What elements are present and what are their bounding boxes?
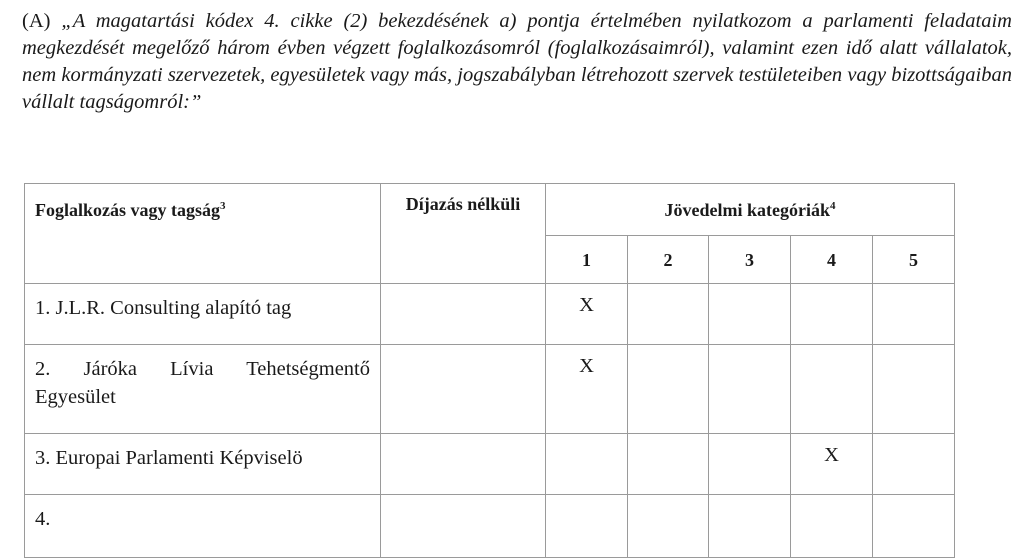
declaration-prefix: (A) [22, 10, 62, 32]
table-row [25, 284, 955, 345]
row-unpaid [381, 345, 546, 434]
row-cat-2 [628, 345, 709, 434]
row-cat-1: X [546, 345, 628, 434]
row-name: 3. Europai Parlamenti Képviselö [25, 434, 381, 495]
category-1: 1 [546, 236, 628, 284]
category-3: 3 [709, 236, 791, 284]
header-occupation-label: Foglalkozás vagy tagság [35, 200, 221, 220]
row-cat-4: X [791, 434, 873, 495]
header-row [25, 184, 955, 236]
row-cat-4 [791, 284, 873, 345]
footnote-3: 3 [220, 200, 226, 212]
row-unpaid [381, 434, 546, 495]
header-occupation [25, 184, 381, 284]
category-4: 4 [791, 236, 873, 284]
table-row [25, 434, 955, 495]
table-row [25, 345, 955, 434]
row-cat-3 [709, 434, 791, 495]
row-cat-5 [873, 495, 955, 558]
row-cat-2 [628, 284, 709, 345]
header-income-categories [546, 184, 955, 236]
row-cat-3 [709, 495, 791, 558]
row-cat-1: X [546, 284, 628, 345]
header-unpaid: Díjazás nélküli [381, 184, 546, 284]
row-name: 4. [25, 495, 381, 558]
row-cat-3 [709, 284, 791, 345]
row-unpaid [381, 495, 546, 558]
header-income-label: Jövedelmi kategóriák [664, 200, 830, 220]
row-cat-5 [873, 434, 955, 495]
row-name: 2. Járóka Lívia Tehetségmentő Egyesület [25, 345, 381, 434]
row-cat-5 [873, 284, 955, 345]
row-name: 1. J.L.R. Consulting alapító tag [25, 284, 381, 345]
occupation-table [24, 183, 955, 558]
row-cat-5 [873, 345, 955, 434]
declaration-quote: „A magatartási kódex 4. cikke (2) bekezdésének a) pontja értelmében nyilatkozom a parlamenti feladataim megkezdését megelőző három évben végzett foglalkozásomról (foglalkozásaimról), valamint ezen idő alatt vállalatok, nem kormányzati szervezetek, egyesületek vagy más, jogszabályban létrehozott szervek testületeiben vagy bizottságaiban vállalt tagságomról:” [22, 10, 1012, 113]
table-row [25, 495, 955, 558]
row-cat-1 [546, 434, 628, 495]
row-cat-1 [546, 495, 628, 558]
row-cat-2 [628, 495, 709, 558]
category-2: 2 [628, 236, 709, 284]
declaration-intro [22, 8, 1012, 116]
row-unpaid [381, 284, 546, 345]
footnote-4: 4 [830, 200, 836, 212]
category-5: 5 [873, 236, 955, 284]
row-cat-3 [709, 345, 791, 434]
row-cat-4 [791, 495, 873, 558]
row-cat-2 [628, 434, 709, 495]
row-cat-4 [791, 345, 873, 434]
